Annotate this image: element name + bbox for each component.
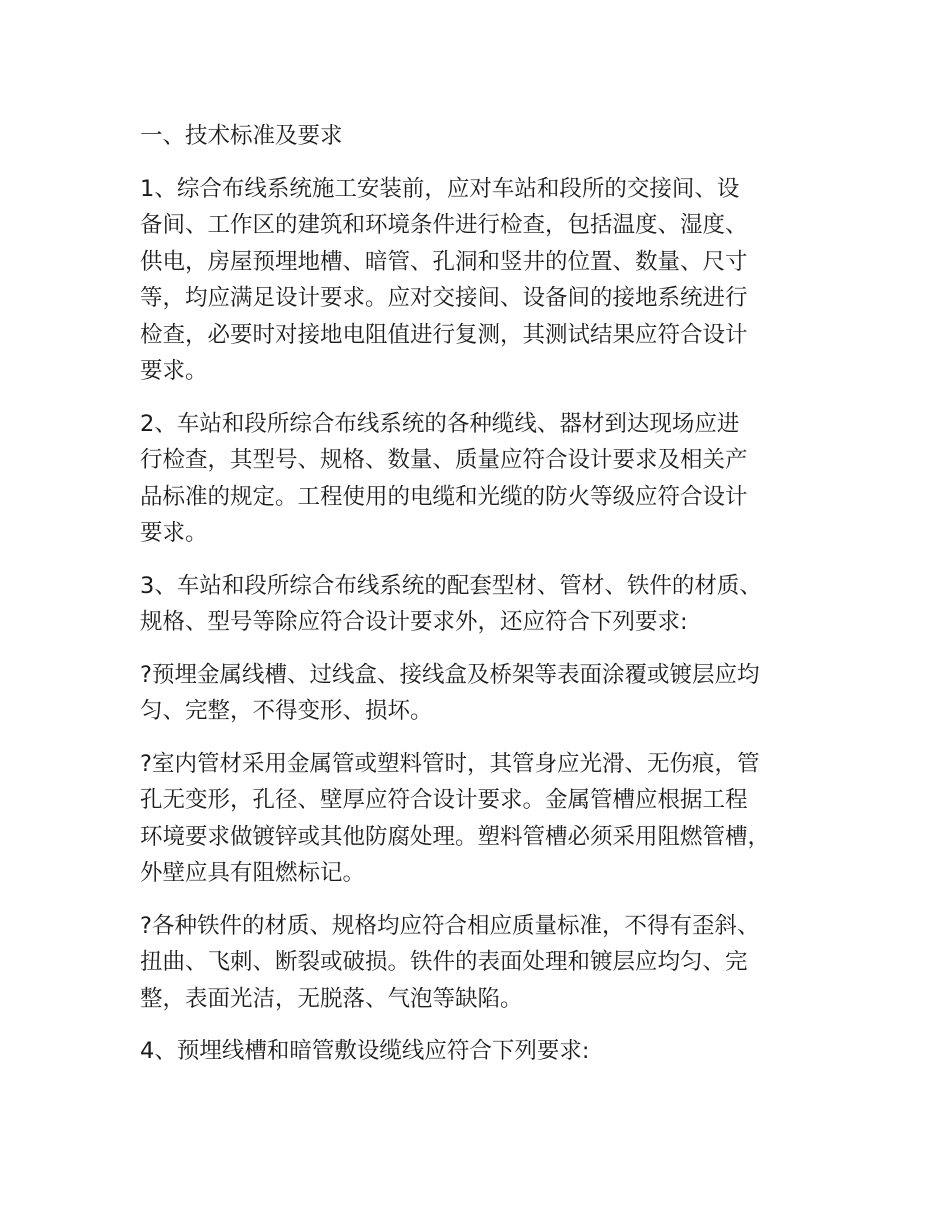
paragraph-6 xyxy=(140,908,815,1018)
paragraph-line: 要求。 xyxy=(140,358,208,384)
section-heading: 一、技术标准及要求 xyxy=(140,123,343,149)
paragraph-line: 整，表面光洁，无脱落、气泡等缺陷。 xyxy=(140,985,523,1012)
paragraph-line: 孔无变形，孔径、壁厚应符合设计要求。金属管槽应根据工程 xyxy=(140,787,748,813)
paragraph-line: 行检查，其型号、规格、数量、质量应符合设计要求及相关产 xyxy=(140,447,748,473)
paragraph-line: ?预埋金属线槽、过线盒、接线盒及桥架等表面涂覆或镀层应均 xyxy=(140,661,760,688)
paragraph-line: ?室内管材采用金属管或塑料管时，其管身应光滑、无伤痕，管 xyxy=(140,750,760,777)
paragraph-line: 扭曲、飞刺、断裂或破损。铁件的表面处理和镀层应均匀、完 xyxy=(140,949,748,975)
paragraph-line: 供电，房屋预埋地槽、暗管、孔洞和竖井的位置、数量、尺寸 xyxy=(140,248,748,275)
paragraph-line: 要求。 xyxy=(140,520,208,546)
paragraph-line: 环境要求做镀锌或其他防腐处理。塑料管槽必须采用阻燃管槽， xyxy=(140,823,771,850)
document-body xyxy=(140,118,815,1086)
paragraph-line: 1、综合布线系统施工安装前，应对车站和段所的交接间、设 xyxy=(140,175,740,202)
paragraph-line: 3、车站和段所综合布线系统的配套型材、管材、铁件的材质、 xyxy=(140,572,762,599)
paragraph-line: 检查，必要时对接地电阻值进行复测，其测试结果应符合设计 xyxy=(140,321,748,348)
paragraph-line: 4、预埋线槽和暗管敷设缆线应符合下列要求: xyxy=(140,1038,590,1064)
paragraph-line: 品标准的规定。工程使用的电缆和光缆的防火等级应符合设计 xyxy=(140,483,748,510)
paragraph-line: 规格、型号等除应符合设计要求外，还应符合下列要求: xyxy=(140,609,688,635)
paragraph-line: 匀、完整，不得变形、损坏。 xyxy=(140,698,433,724)
paragraph-5 xyxy=(140,746,815,892)
paragraph-line: ?各种铁件的材质、规格均应符合相应质量标准，不得有歪斜、 xyxy=(140,912,760,939)
paragraph-1 xyxy=(140,171,815,390)
paragraph-7 xyxy=(140,1033,815,1070)
paragraph-line: 外壁应具有阻燃标记。 xyxy=(140,860,366,886)
paragraph-2 xyxy=(140,406,815,552)
paragraph-line: 2、车站和段所综合布线系统的各种缆线、器材到达现场应进 xyxy=(140,410,740,437)
paragraph-3 xyxy=(140,568,815,641)
paragraph-line: 备间、工作区的建筑和环境条件进行检查，包括温度、湿度、 xyxy=(140,212,748,238)
paragraph-4 xyxy=(140,657,815,730)
paragraph-line: 等，均应满足设计要求。应对交接间、设备间的接地系统进行 xyxy=(140,285,748,311)
